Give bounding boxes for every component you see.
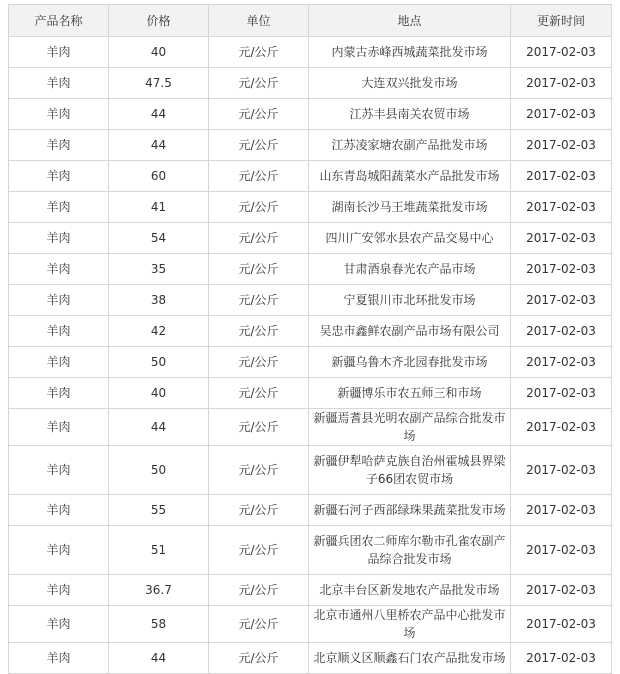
cell-unit: 元/公斤 [209, 130, 309, 161]
cell-date: 2017-02-03 [511, 446, 612, 495]
cell-location: 山东青岛城阳蔬菜水产品批发市场 [309, 161, 511, 192]
cell-product: 羊肉 [9, 316, 109, 347]
table-row [9, 161, 612, 192]
cell-price: 50 [109, 446, 209, 495]
cell-date: 2017-02-03 [511, 37, 612, 68]
header-product: 产品名称 [9, 5, 109, 37]
cell-unit: 元/公斤 [209, 316, 309, 347]
table-row [9, 378, 612, 409]
table-row [9, 316, 612, 347]
cell-date: 2017-02-03 [511, 161, 612, 192]
cell-price: 41 [109, 192, 209, 223]
table-row [9, 130, 612, 161]
cell-price: 42 [109, 316, 209, 347]
table-row [9, 285, 612, 316]
cell-product: 羊肉 [9, 161, 109, 192]
table-row [9, 37, 612, 68]
cell-location: 大连双兴批发市场 [309, 68, 511, 99]
cell-product: 羊肉 [9, 643, 109, 674]
cell-product: 羊肉 [9, 409, 109, 446]
cell-location: 湖南长沙马王堆蔬菜批发市场 [309, 192, 511, 223]
cell-location: 北京市通州八里桥农产品中心批发市场 [309, 606, 511, 643]
table-row [9, 575, 612, 606]
table-header-row [9, 5, 612, 37]
cell-price: 38 [109, 285, 209, 316]
cell-unit: 元/公斤 [209, 378, 309, 409]
table-row [9, 495, 612, 526]
cell-unit: 元/公斤 [209, 606, 309, 643]
cell-date: 2017-02-03 [511, 409, 612, 446]
cell-product: 羊肉 [9, 99, 109, 130]
cell-location: 新疆乌鲁木齐北园春批发市场 [309, 347, 511, 378]
cell-date: 2017-02-03 [511, 316, 612, 347]
table-row [9, 643, 612, 674]
cell-unit: 元/公斤 [209, 254, 309, 285]
cell-product: 羊肉 [9, 68, 109, 99]
cell-location: 甘肃酒泉春光农产品市场 [309, 254, 511, 285]
cell-date: 2017-02-03 [511, 130, 612, 161]
cell-location: 宁夏银川市北环批发市场 [309, 285, 511, 316]
cell-date: 2017-02-03 [511, 606, 612, 643]
cell-price: 47.5 [109, 68, 209, 99]
cell-price: 54 [109, 223, 209, 254]
cell-unit: 元/公斤 [209, 285, 309, 316]
cell-location: 新疆焉耆县光明农副产品综合批发市场 [309, 409, 511, 446]
table-row [9, 446, 612, 495]
cell-unit: 元/公斤 [209, 495, 309, 526]
cell-product: 羊肉 [9, 285, 109, 316]
cell-date: 2017-02-03 [511, 575, 612, 606]
table-row [9, 409, 612, 446]
cell-unit: 元/公斤 [209, 347, 309, 378]
header-price: 价格 [109, 5, 209, 37]
cell-date: 2017-02-03 [511, 223, 612, 254]
cell-product: 羊肉 [9, 223, 109, 254]
cell-product: 羊肉 [9, 575, 109, 606]
cell-unit: 元/公斤 [209, 68, 309, 99]
cell-location: 新疆兵团农二师库尔勒市孔雀农副产品综合批发市场 [309, 526, 511, 575]
cell-price: 44 [109, 130, 209, 161]
cell-unit: 元/公斤 [209, 37, 309, 68]
cell-product: 羊肉 [9, 254, 109, 285]
cell-product: 羊肉 [9, 37, 109, 68]
cell-date: 2017-02-03 [511, 378, 612, 409]
table-row [9, 68, 612, 99]
cell-unit: 元/公斤 [209, 409, 309, 446]
cell-price: 40 [109, 378, 209, 409]
header-location: 地点 [309, 5, 511, 37]
cell-unit: 元/公斤 [209, 192, 309, 223]
table-row [9, 347, 612, 378]
price-table [8, 4, 612, 674]
cell-product: 羊肉 [9, 446, 109, 495]
cell-price: 60 [109, 161, 209, 192]
table-row [9, 526, 612, 575]
cell-price: 51 [109, 526, 209, 575]
cell-price: 44 [109, 99, 209, 130]
cell-date: 2017-02-03 [511, 192, 612, 223]
cell-product: 羊肉 [9, 495, 109, 526]
cell-product: 羊肉 [9, 130, 109, 161]
cell-date: 2017-02-03 [511, 526, 612, 575]
cell-unit: 元/公斤 [209, 575, 309, 606]
table-row [9, 99, 612, 130]
cell-unit: 元/公斤 [209, 99, 309, 130]
cell-location: 江苏凌家塘农副产品批发市场 [309, 130, 511, 161]
cell-product: 羊肉 [9, 606, 109, 643]
cell-unit: 元/公斤 [209, 223, 309, 254]
cell-price: 44 [109, 409, 209, 446]
cell-location: 江苏丰县南关农贸市场 [309, 99, 511, 130]
cell-location: 北京顺义区顺鑫石门农产品批发市场 [309, 643, 511, 674]
cell-date: 2017-02-03 [511, 347, 612, 378]
cell-product: 羊肉 [9, 378, 109, 409]
cell-location: 新疆石河子西部绿珠果蔬菜批发市场 [309, 495, 511, 526]
table-row [9, 254, 612, 285]
cell-price: 58 [109, 606, 209, 643]
cell-date: 2017-02-03 [511, 643, 612, 674]
cell-price: 55 [109, 495, 209, 526]
cell-price: 40 [109, 37, 209, 68]
cell-unit: 元/公斤 [209, 446, 309, 495]
header-updated: 更新时间 [511, 5, 612, 37]
cell-price: 50 [109, 347, 209, 378]
cell-location: 新疆博乐市农五师三和市场 [309, 378, 511, 409]
header-unit: 单位 [209, 5, 309, 37]
cell-date: 2017-02-03 [511, 495, 612, 526]
cell-date: 2017-02-03 [511, 285, 612, 316]
cell-date: 2017-02-03 [511, 254, 612, 285]
table-row [9, 192, 612, 223]
cell-unit: 元/公斤 [209, 643, 309, 674]
cell-product: 羊肉 [9, 192, 109, 223]
cell-location: 内蒙古赤峰西城蔬菜批发市场 [309, 37, 511, 68]
cell-location: 北京丰台区新发地农产品批发市场 [309, 575, 511, 606]
cell-price: 44 [109, 643, 209, 674]
cell-date: 2017-02-03 [511, 68, 612, 99]
cell-product: 羊肉 [9, 526, 109, 575]
cell-unit: 元/公斤 [209, 526, 309, 575]
cell-price: 36.7 [109, 575, 209, 606]
cell-date: 2017-02-03 [511, 99, 612, 130]
cell-location: 四川广安邻水县农产品交易中心 [309, 223, 511, 254]
cell-location: 吴忠市鑫鲜农副产品市场有限公司 [309, 316, 511, 347]
cell-product: 羊肉 [9, 347, 109, 378]
cell-unit: 元/公斤 [209, 161, 309, 192]
table-row [9, 606, 612, 643]
cell-price: 35 [109, 254, 209, 285]
cell-location: 新疆伊犁哈萨克族自治州霍城县界梁子66团农贸市场 [309, 446, 511, 495]
table-row [9, 223, 612, 254]
